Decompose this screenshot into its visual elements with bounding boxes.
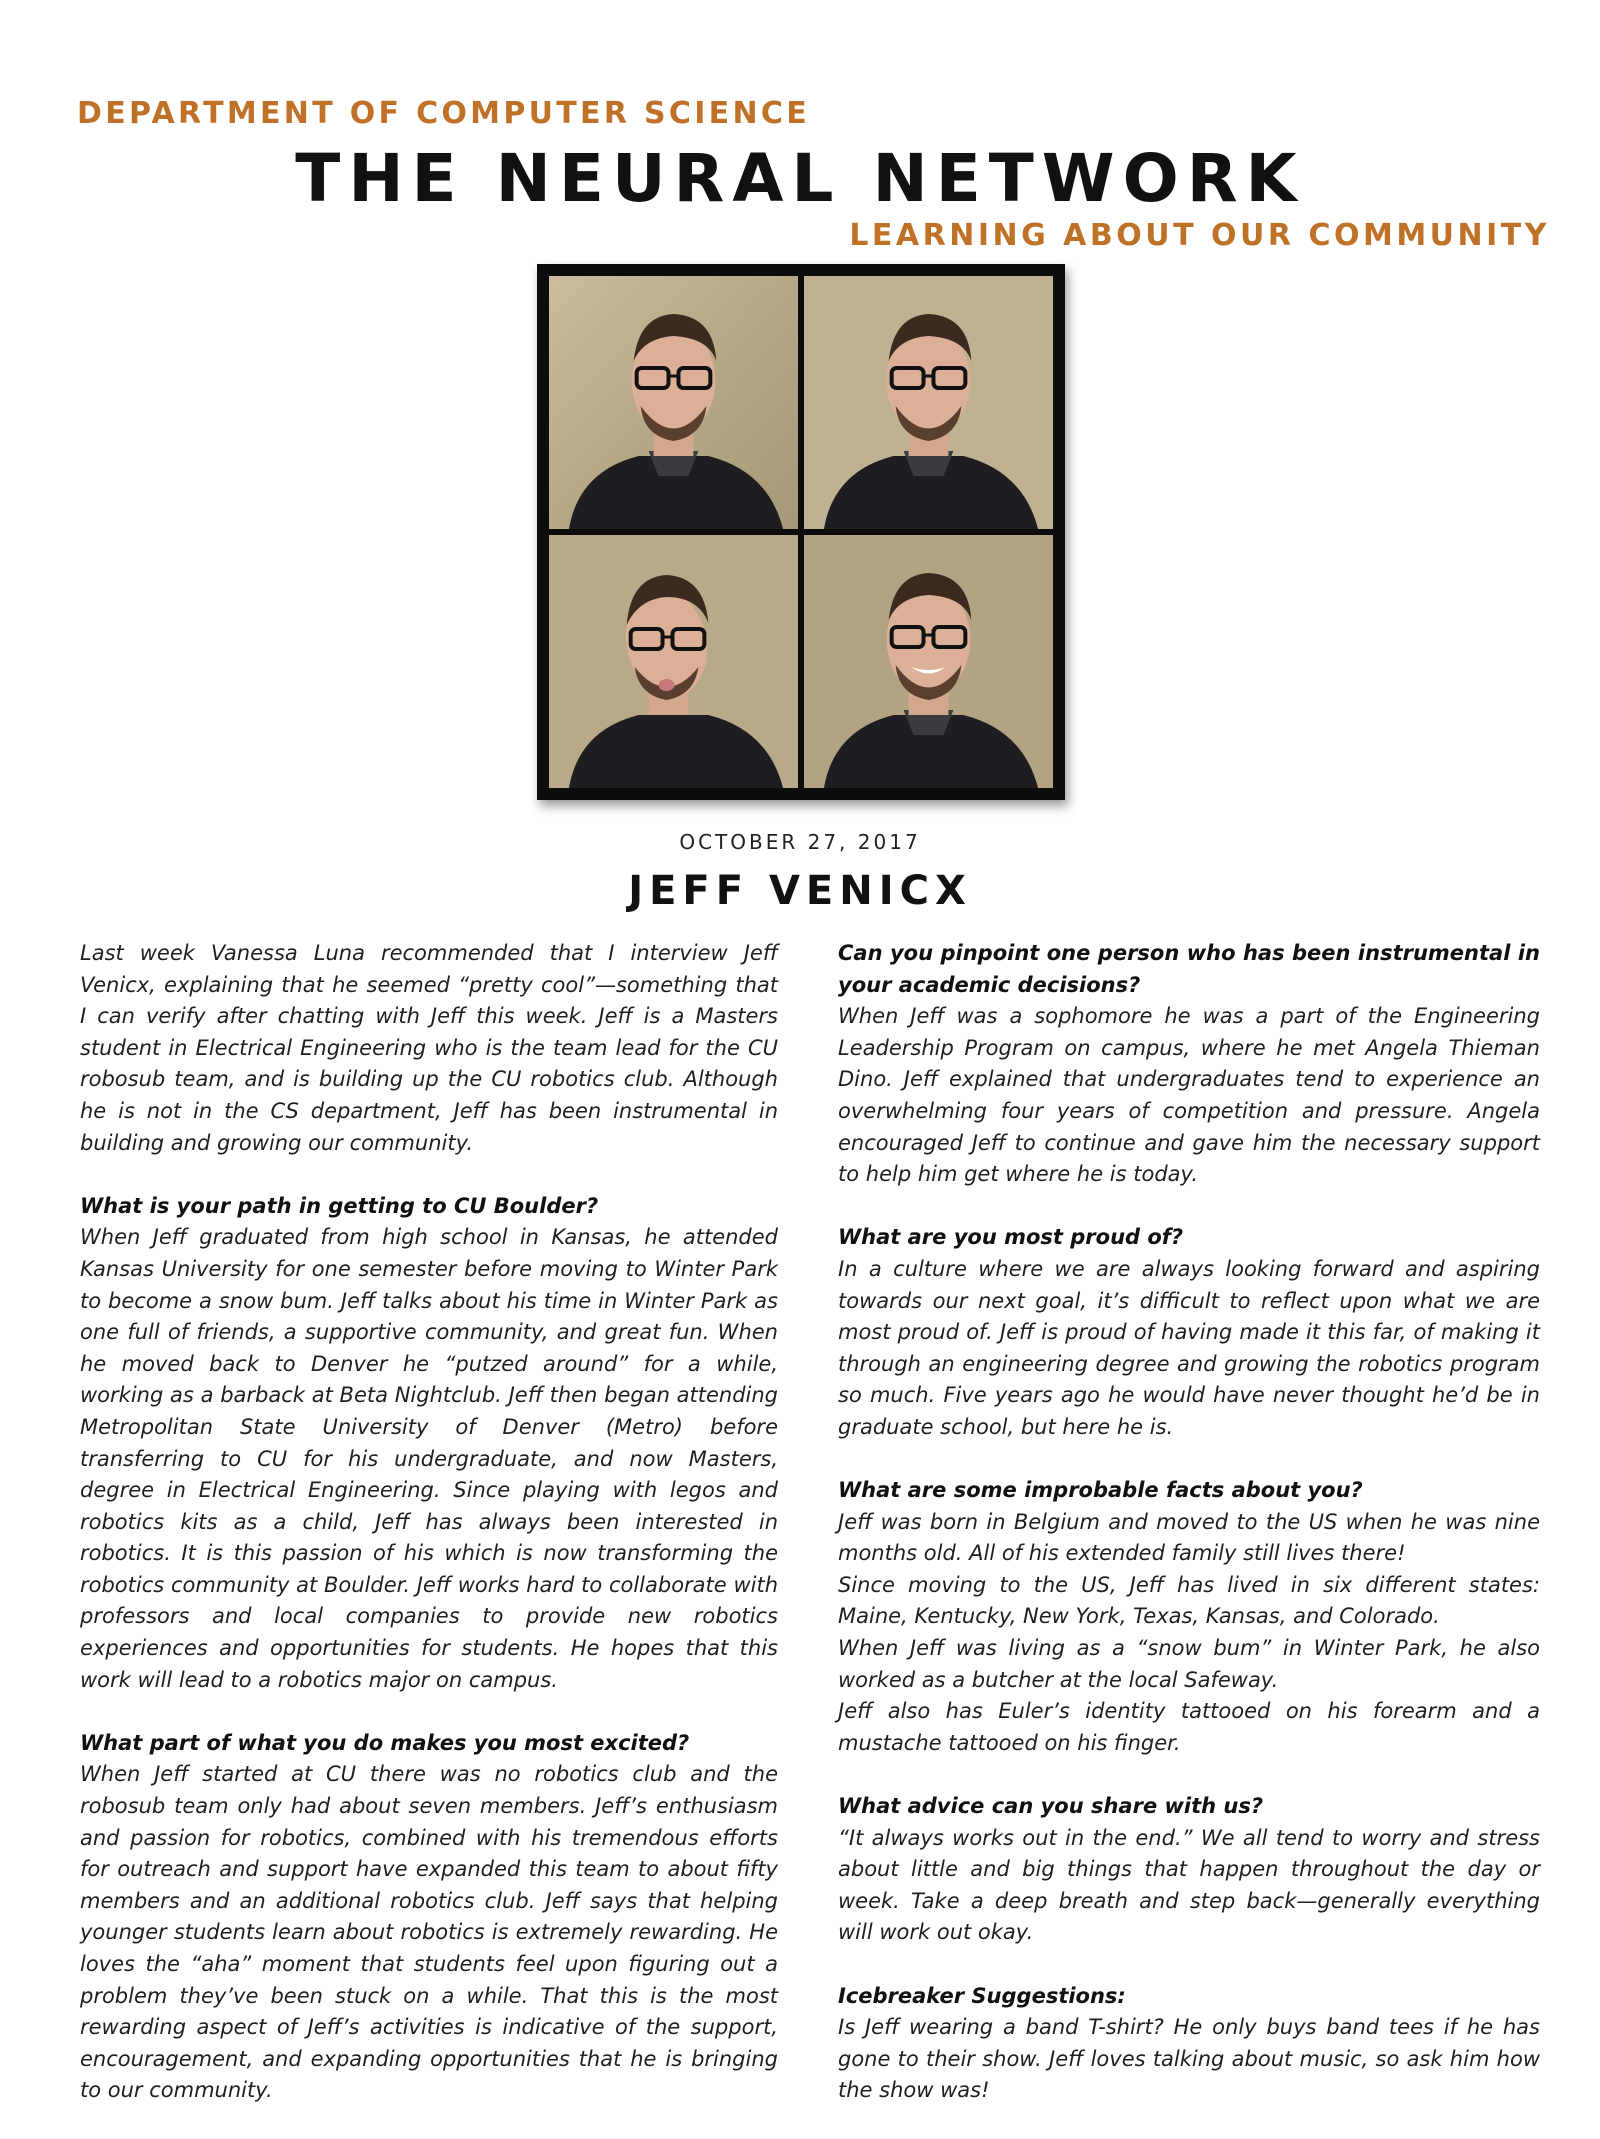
qa-section (838, 1791, 1540, 1949)
qa-section (80, 1191, 778, 1697)
answer-paragraph: Since moving to the US, Jeff has lived in six different states: Maine, Kentucky, New York, Texas, Kansas, and Colorado. (838, 1572, 1540, 1629)
qa-section (838, 938, 1540, 1191)
answer-paragraph: In a culture where we are always looking forward and aspiring towards our next goal, it’s difficult to reflect upon what we are most proud of. Jeff is proud of having made it this far, of making it through an engineering degree and growing the robotics program so much. Five years ago he would have never thought he’d be in graduate school, but here he is. (838, 1256, 1540, 1439)
answer-paragraph: Jeff was born in Belgium and moved to the US when he was nine months old. All of his extended family still lives there! (838, 1509, 1540, 1566)
intro-section (80, 938, 778, 1159)
answer-paragraph: When Jeff started at CU there was no robotics club and the robosub team only had about seven members. Jeff’s enthusiasm and passion for robotics, combined with his tremendous efforts for outreach and support have expanded this team to about fifty members and an additional robotics club. Jeff says that helping younger students learn about robotics is extremely rewarding. He loves the “aha” moment that students feel upon figuring out a problem they’ve been stuck on a while. That this is the most rewarding aspect of Jeff’s activities is indicative of the support, encouragement, and expanding opportunities that he is bringing to our community. (80, 1762, 778, 2103)
portrait-photo-1 (549, 276, 798, 529)
portrait-photo-3 (549, 535, 798, 788)
question-heading: What are you most proud of? (838, 1225, 1184, 1250)
qa-section (838, 1981, 1540, 2107)
answer-paragraph: When Jeff was living as a “snow bum” in Winter Park, he also worked as a butcher at the local Safeway. (838, 1636, 1540, 1692)
question-heading: What part of what you do makes you most excited? (80, 1730, 690, 1755)
question-heading: Can you pinpoint one person who has been instrumental in your academic decisions? (838, 941, 1540, 997)
qa-section (80, 1728, 778, 2107)
question-heading: Icebreaker Suggestions: (838, 1983, 1126, 2008)
qa-section (838, 1222, 1540, 1443)
answer-paragraph: “It always works out in the end.” We all tend to worry and stress about little and big things that happen throughout the day or week. Take a deep breath and step back—generally everything will work out okay. (838, 1825, 1540, 1945)
article-left-column (80, 938, 778, 2139)
answer-paragraph: Jeff also has Euler’s identity tattooed on his forearm and a mustache tattooed on his finger. (838, 1699, 1540, 1755)
answer-paragraph: When Jeff was a sophomore he was a part of the Engineering Leadership Program on campus, where he met Angela Thieman Dino. Jeff explained that undergraduates tend to experience an overwhelming four years of competition and pressure. Angela encouraged Jeff to continue and gave him the necessary support to help him get where he is today. (838, 1004, 1540, 1187)
portrait-photo-4 (804, 535, 1053, 788)
newsletter-tagline: LEARNING ABOUT OUR COMMUNITY (849, 218, 1550, 253)
qa-section (838, 1475, 1540, 1759)
intro-paragraph: Last week Vanessa Luna recommended that I interview Jeff Venicx, explaining that he seemed “pretty cool”—something that I can verify after chatting with Jeff this week. Jeff is a Masters student in Electrical Engineering who is the team lead for the CU robosub team, and is building up the CU robotics club. Although he is not in the CS department, Jeff has been instrumental in building and growing our community. (80, 941, 778, 1155)
portrait-photo-2 (804, 276, 1053, 529)
article-subject-name: JEFF VENICX (628, 868, 972, 914)
department-label: DEPARTMENT OF COMPUTER SCIENCE (77, 96, 810, 131)
article-date: OCTOBER 27, 2017 (679, 830, 921, 854)
answer-paragraph: When Jeff graduated from high school in Kansas, he attended Kansas University for one semester before moving to Winter Park to become a snow bum. Jeff talks about his time in Winter Park as one full of friends, a supportive community, and great fun. When he moved back to Denver he “putzed around” for a while, working as a barback at Beta Nightclub. Jeff then began attending Metropolitan State University of Denver (Metro) before transferring to CU for his undergraduate, and now Masters, degree in Electrical Engineering. Since playing with legos and robotics kits as a child, Jeff has always been interested in robotics. It is this passion of his which is now transforming the robotics community at Boulder. Jeff works hard to collaborate with professors and local companies to provide new robotics experiences and opportunities for students. He hopes that this work will lead to a robotics major on campus. (80, 1225, 778, 1692)
question-heading: What is your path in getting to CU Boulder? (80, 1193, 599, 1218)
question-heading: What are some improbable facts about you? (838, 1478, 1363, 1503)
portrait-photo-collage (537, 264, 1065, 800)
question-heading: What advice can you share with us? (838, 1794, 1264, 1819)
answer-paragraph: Is Jeff wearing a band T-shirt? He only buys band tees if he has gone to their show. Jeff loves talking about music, so ask him how the show was! (838, 2015, 1540, 2103)
newsletter-title: THE NEURAL NETWORK (295, 140, 1305, 217)
article-right-column (838, 938, 1540, 2139)
